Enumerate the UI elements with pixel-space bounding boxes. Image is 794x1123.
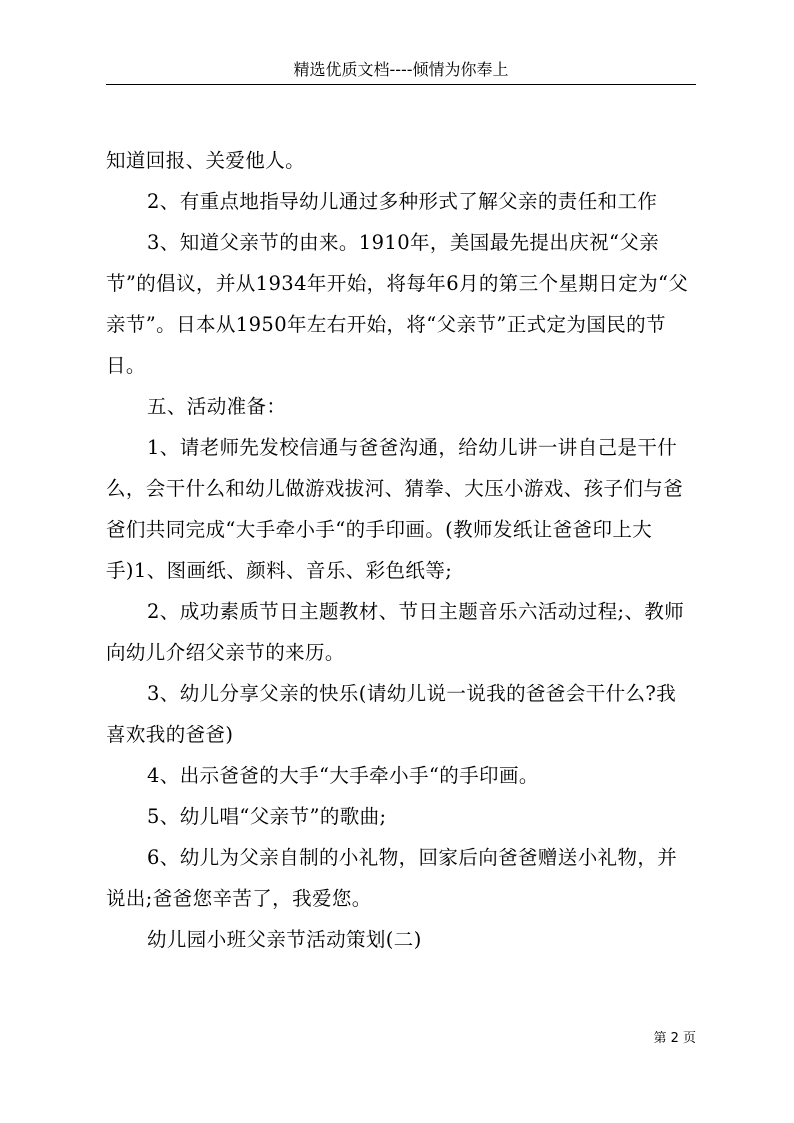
paragraph: 2、有重点地指导幼儿通过多种形式了解父亲的责任和工作 [147, 190, 658, 213]
paragraph: 3、幼儿分享父亲的快乐(请幼儿说一说我的爸爸会干什么?我喜欢我的爸爸) [106, 682, 677, 746]
paragraph: 5、幼儿唱“父亲节”的歌曲; [147, 805, 387, 828]
section-heading: 五、活动准备： [147, 395, 287, 418]
page-header: 精选优质文档----倾情为你奉上 [293, 60, 509, 79]
paragraph-continuation: 知道回报、关爱他人。 [106, 149, 306, 172]
paragraph: 2、成功素质节日主题教材、节日主题音乐六活动过程;、教师向幼儿介绍父亲节的来历。 [106, 600, 685, 664]
paragraph: 6、幼儿为父亲自制的小礼物，回家后向爸爸赠送小礼物，并说出;爸爸您辛苦了，我爱您。 [106, 846, 678, 910]
document-body [106, 140, 696, 960]
section-title: 幼儿园小班父亲节活动策划(二) [147, 928, 422, 951]
paragraph: 1、请老师先发校信通与爸爸沟通，给幼儿讲一讲自己是干什么，会干什么和幼儿做游戏拔河、猜拳、大压小游戏、孩子们与爸爸们共同完成“大手牵小手“的手印画。(教师发纸让爸爸印上大手)1、图画纸、颜料、音乐、彩色纸等; [106, 436, 684, 582]
page-number: 第 2 页 [653, 1031, 696, 1046]
paragraph: 4、出示爸爸的大手“大手牵小手“的手印画。 [147, 764, 539, 787]
paragraph: 3、知道父亲节的由来。1910年，美国最先提出庆祝“父亲节”的倡议，并从1934年开始，将每年6月的第三个星期日定为“父亲节”。日本从1950年左右开始，将“父亲节”正式定为国民的节日。 [106, 231, 689, 377]
header-divider [106, 84, 696, 85]
